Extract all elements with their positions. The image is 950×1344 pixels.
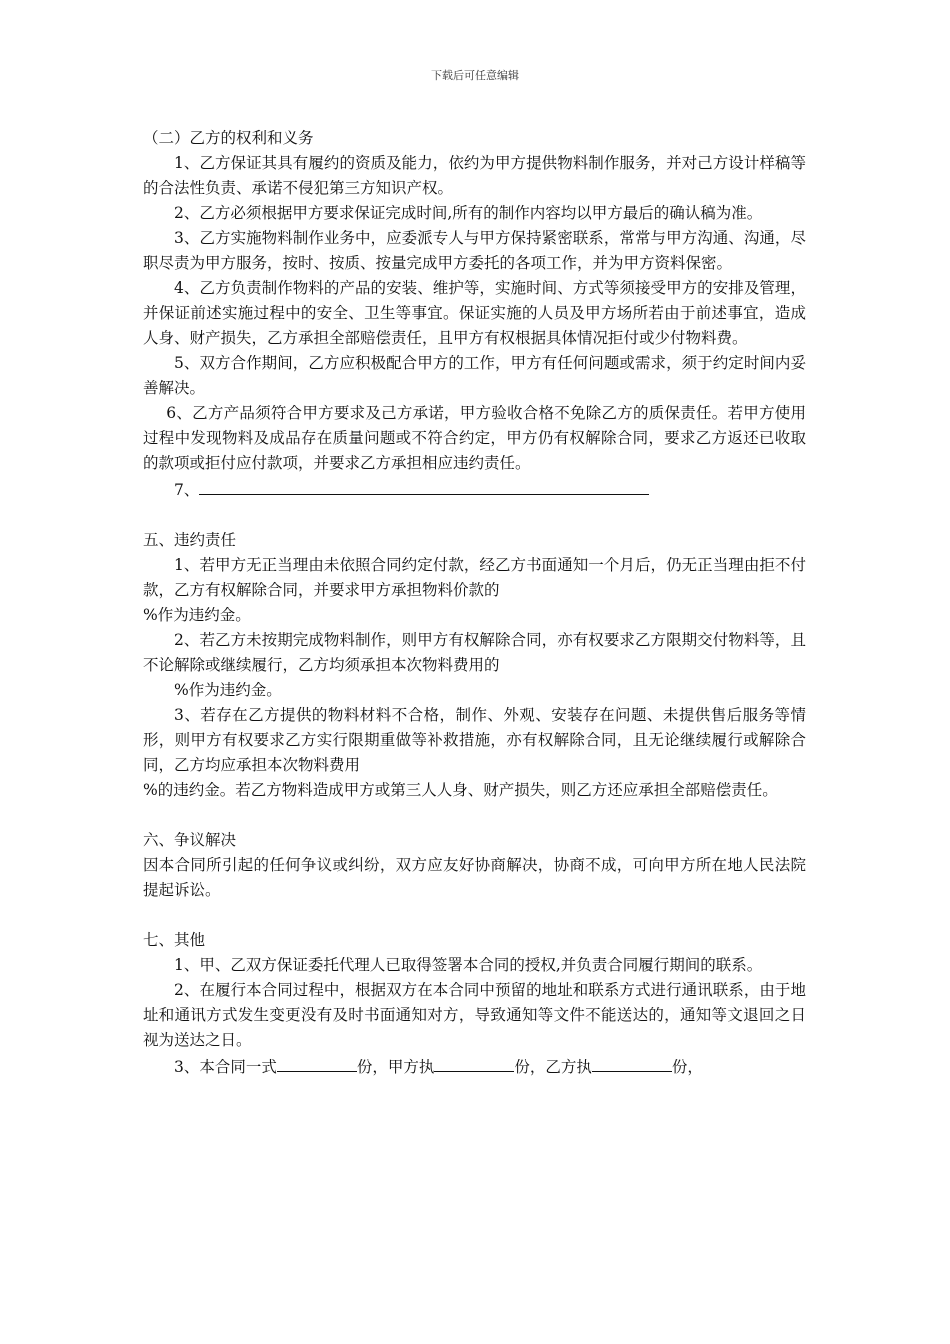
clause-7-3-part-b: 份，甲方执 [356, 1058, 435, 1076]
clause-b-4: 4、乙方负责制作物料的产品的安装、维护等，实施时间、方式等须接受甲方的安排及管理，并保证前述实施过程中的安全、卫生等事宜。保证实施的人员及甲方场所若由于前述事宜，造成人身、财产损失，乙方承担全部赔偿责任，且甲方有权根据具体情况拒付或少付物料费。 [143, 279, 806, 347]
clause-5-3a: 3、若存在乙方提供的物料材料不合格，制作、外观、安装存在问题、未提供售后服务等情形，则甲方有权要求乙方实行限期重做等补救措施，亦有权解除合同，且无论继续履行或解除合同，乙方均应承担本次物料费用 [143, 706, 806, 774]
clause-5-2b: %作为违约金。 [174, 681, 282, 699]
clause-b-1: 1、乙方保证其具有履约的资质及能力，依约为甲方提供物料制作服务，并对己方设计样稿等的合法性负责、承诺不侵犯第三方知识产权。 [143, 154, 806, 197]
fill-blank [434, 1053, 514, 1072]
fill-blank [199, 476, 649, 495]
section-7-title: 七、其他 [143, 931, 206, 949]
clause-7-3-part-a: 3、本合同一式 [174, 1058, 277, 1076]
clause-7-2: 2、在履行本合同过程中，根据双方在本合同中预留的地址和联系方式进行通讯联系，由于地址和通讯方式发生变更没有及时书面通知对方，导致通知等文件不能送达的，通知等文退回之日视为送达之日。 [143, 981, 806, 1049]
section-5-title: 五、违约责任 [143, 531, 237, 549]
clause-6-1: 因本合同所引起的任何争议或纠纷，双方应友好协商解决，协商不成，可向甲方所在地人民法院提起诉讼。 [143, 856, 806, 899]
clause-5-1a: 1、若甲方无正当理由未依照合同约定付款，经乙方书面通知一个月后，仍无正当理由拒不付款，乙方有权解除合同，并要求甲方承担物料价款的 [143, 556, 806, 599]
document-body [143, 126, 806, 1080]
section-6-title: 六、争议解决 [143, 831, 237, 849]
clause-5-1b: %作为违约金。 [143, 606, 251, 624]
clause-7-3-part-d: 份， [671, 1058, 703, 1076]
clause-b-5: 5、双方合作期间，乙方应积极配合甲方的工作，甲方有任何问题或需求，须于约定时间内妥善解决。 [143, 354, 806, 397]
clause-b-2: 2、乙方必须根据甲方要求保证完成时间,所有的制作内容均以甲方最后的确认稿为准。 [174, 204, 763, 222]
fill-blank [277, 1053, 357, 1072]
clause-5-3b: %的违约金。若乙方物料造成甲方或第三人人身、财产损失，则乙方还应承担全部赔偿责任。 [143, 781, 778, 799]
clause-5-2a: 2、若乙方未按期完成物料制作，则甲方有权解除合同，亦有权要求乙方限期交付物料等，且不论解除或继续履行，乙方均须承担本次物料费用的 [143, 631, 806, 674]
section-b-title: （二）乙方的权利和义务 [143, 129, 314, 147]
page-header: 下载后可任意编辑 [431, 69, 519, 82]
fill-blank [592, 1053, 672, 1072]
clause-b-7-label: 7、 [174, 481, 200, 499]
clause-b-3: 3、乙方实施物料制作业务中，应委派专人与甲方保持紧密联系，常常与甲方沟通、沟通，尽职尽责为甲方服务，按时、按质、按量完成甲方委托的各项工作，并为甲方资料保密。 [143, 229, 806, 272]
clause-b-7 [143, 476, 806, 503]
clause-7-3-part-c: 份，乙方执 [514, 1058, 592, 1076]
clause-7-3 [143, 1053, 806, 1080]
clause-b-6: 6、乙方产品须符合甲方要求及己方承诺，甲方验收合格不免除乙方的质保责任。若甲方使用过程中发现物料及成品存在质量问题或不符合约定，甲方仍有权解除合同，要求乙方返还已收取的款项或拒付应付款项，并要求乙方承担相应违约责任。 [143, 404, 806, 472]
clause-7-1: 1、甲、乙双方保证委托代理人已取得签署本合同的授权,并负责合同履行期间的联系。 [174, 956, 763, 974]
